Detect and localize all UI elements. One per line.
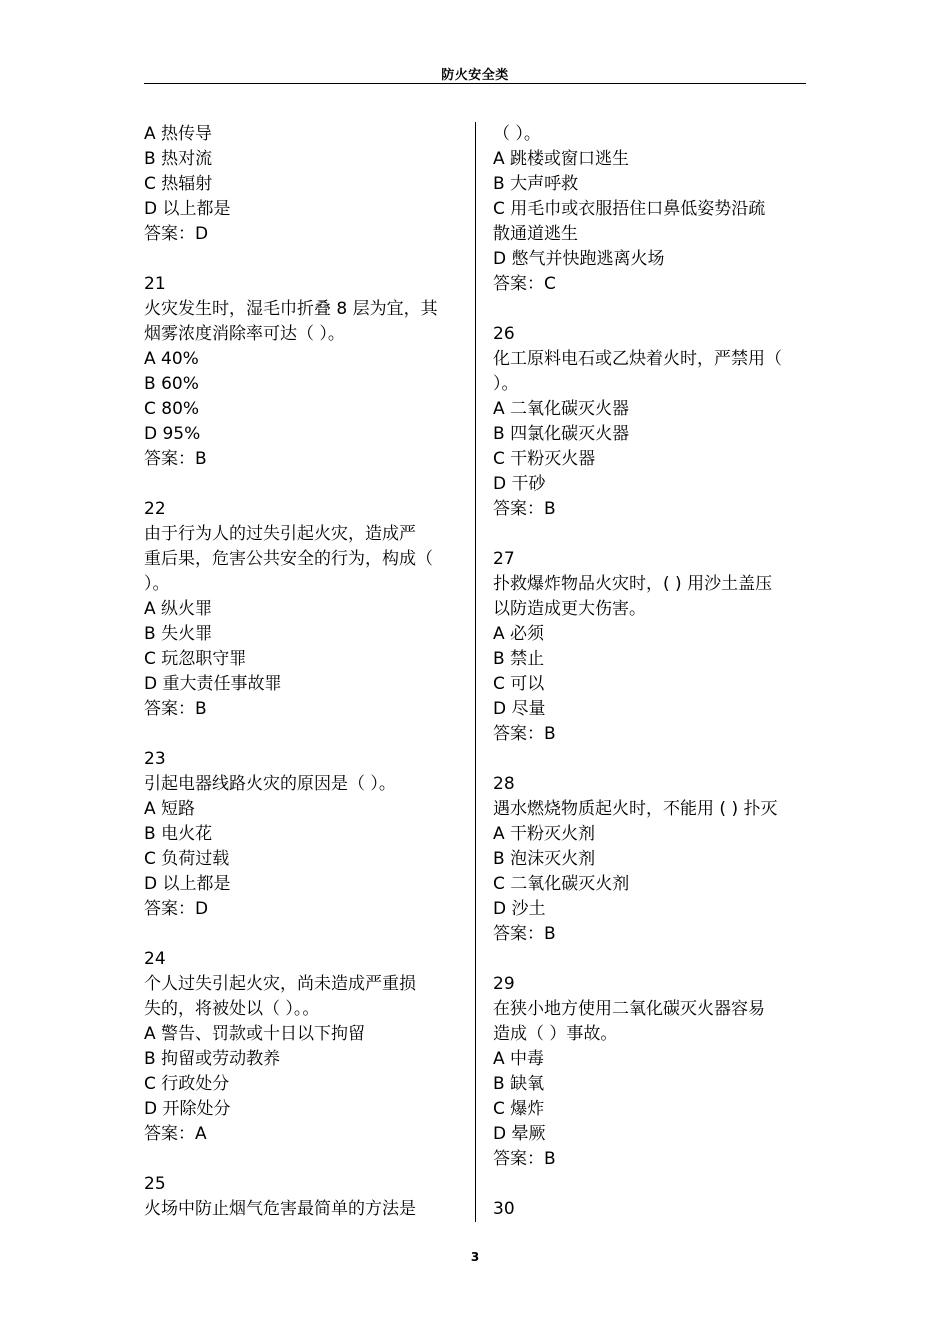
- option-b: B 60%: [144, 374, 199, 394]
- option-d: D 重大责任事故罪: [144, 674, 282, 694]
- question-text: ）。: [144, 574, 170, 594]
- blank-line: [493, 1172, 813, 1197]
- running-header-title: 防火安全类: [441, 68, 509, 83]
- option-b: B 大声呼救: [493, 174, 579, 194]
- option-c: C 负荷过载: [144, 849, 230, 869]
- question-text: 火场中防止烟气危害最简单的方法是: [144, 1199, 416, 1219]
- option-a: A 必须: [493, 624, 545, 644]
- blank-line: [493, 947, 813, 972]
- blank-line: [144, 1147, 464, 1172]
- question-text: 重后果，危害公共安全的行为，构成（: [144, 549, 433, 569]
- blank-line: [144, 472, 464, 497]
- option-c: C 行政处分: [144, 1074, 230, 1094]
- answer-line: 答案：B: [144, 449, 207, 469]
- option-d: D 干砂: [493, 474, 546, 494]
- option-a: A 干粉灭火剂: [493, 824, 596, 844]
- question-number: 21: [144, 274, 166, 294]
- answer-line: 答案：D: [144, 899, 209, 919]
- option-d: D 95%: [144, 424, 201, 444]
- question-number: 23: [144, 749, 166, 769]
- text-line: A 热传导: [144, 124, 213, 144]
- option-c: 散通道逃生: [493, 224, 578, 244]
- blank-line: [493, 747, 813, 772]
- option-d: D 晕厥: [493, 1124, 546, 1144]
- option-a: A 二氧化碳灭火器: [493, 399, 630, 419]
- option-b: B 缺氧: [493, 1074, 545, 1094]
- text-line: C 热辐射: [144, 174, 213, 194]
- option-d: D 沙土: [493, 899, 546, 919]
- option-a: A 纵火罪: [144, 599, 213, 619]
- question-text: 由于行为人的过失引起火灾，造成严: [144, 524, 416, 544]
- right-column: [493, 122, 813, 1222]
- option-a: A 跳楼或窗口逃生: [493, 149, 630, 169]
- answer-line: 答案：D: [144, 224, 209, 244]
- answer-line: 答案：A: [144, 1124, 207, 1144]
- question-text: 遇水燃烧物质起火时，不能用 ( ) 扑灭: [493, 799, 778, 819]
- question-number: 27: [493, 549, 515, 569]
- column-divider: [475, 122, 476, 1222]
- option-a: A 中毒: [493, 1049, 545, 1069]
- question-number: 22: [144, 499, 166, 519]
- question-text: 引起电器线路火灾的原因是（ ）。: [144, 774, 396, 794]
- question-text: （ ）。: [493, 124, 541, 144]
- answer-line: 答案：B: [493, 724, 556, 744]
- header-divider: [144, 83, 806, 84]
- question-number: 26: [493, 324, 515, 344]
- page-number: 3: [470, 1250, 480, 1264]
- question-text: ）。: [493, 374, 519, 394]
- option-d: D 憋气并快跑逃离火场: [493, 249, 665, 269]
- text-line: B 热对流: [144, 149, 213, 169]
- option-d: D 开除处分: [144, 1099, 231, 1119]
- left-column: [144, 122, 464, 1222]
- option-a: A 40%: [144, 349, 199, 369]
- option-b: B 禁止: [493, 649, 545, 669]
- question-number: 25: [144, 1174, 166, 1194]
- answer-line: 答案：B: [493, 1149, 556, 1169]
- blank-line: [493, 522, 813, 547]
- blank-line: [144, 722, 464, 747]
- option-b: B 失火罪: [144, 624, 213, 644]
- question-text: 以防造成更大伤害。: [493, 599, 646, 619]
- option-c: C 二氧化碳灭火剂: [493, 874, 630, 894]
- question-number: 28: [493, 774, 515, 794]
- question-text: 扑救爆炸物品火灾时，( ) 用沙土盖压: [493, 574, 773, 594]
- blank-line: [144, 922, 464, 947]
- option-c: C 用毛巾或衣服捂住口鼻低姿势沿疏: [493, 199, 766, 219]
- question-number: 24: [144, 949, 166, 969]
- option-b: B 电火花: [144, 824, 213, 844]
- option-c: C 干粉灭火器: [493, 449, 596, 469]
- answer-line: 答案：B: [493, 924, 556, 944]
- question-text: 烟雾浓度消除率可达（ ）。: [144, 324, 345, 344]
- question-text: 失的，将被处以（ ）。。: [144, 999, 320, 1019]
- option-c: C 可以: [493, 674, 545, 694]
- question-text: 造成（ ）事故。: [493, 1024, 618, 1044]
- option-a: A 短路: [144, 799, 196, 819]
- option-a: A 警告、罚款或十日以下拘留: [144, 1024, 366, 1044]
- text-line: D 以上都是: [144, 199, 231, 219]
- option-b: B 拘留或劳动教养: [144, 1049, 281, 1069]
- question-number: 29: [493, 974, 515, 994]
- question-text: 火灾发生时，湿毛巾折叠 8 层为宜，其: [144, 299, 438, 319]
- question-text: 化工原料电石或乙炔着火时，严禁用（: [493, 349, 782, 369]
- question-number: 30: [493, 1199, 515, 1219]
- option-d: D 以上都是: [144, 874, 231, 894]
- blank-line: [144, 247, 464, 272]
- answer-line: 答案：B: [144, 699, 207, 719]
- blank-line: [493, 297, 813, 322]
- option-c: C 爆炸: [493, 1099, 545, 1119]
- option-c: C 玩忽职守罪: [144, 649, 247, 669]
- question-text: 在狭小地方使用二氧化碳灭火器容易: [493, 999, 765, 1019]
- option-b: B 四氯化碳灭火器: [493, 424, 630, 444]
- answer-line: 答案：C: [493, 274, 556, 294]
- option-c: C 80%: [144, 399, 200, 419]
- question-text: 个人过失引起火灾，尚未造成严重损: [144, 974, 416, 994]
- answer-line: 答案：B: [493, 499, 556, 519]
- option-b: B 泡沫灭火剂: [493, 849, 596, 869]
- option-d: D 尽量: [493, 699, 546, 719]
